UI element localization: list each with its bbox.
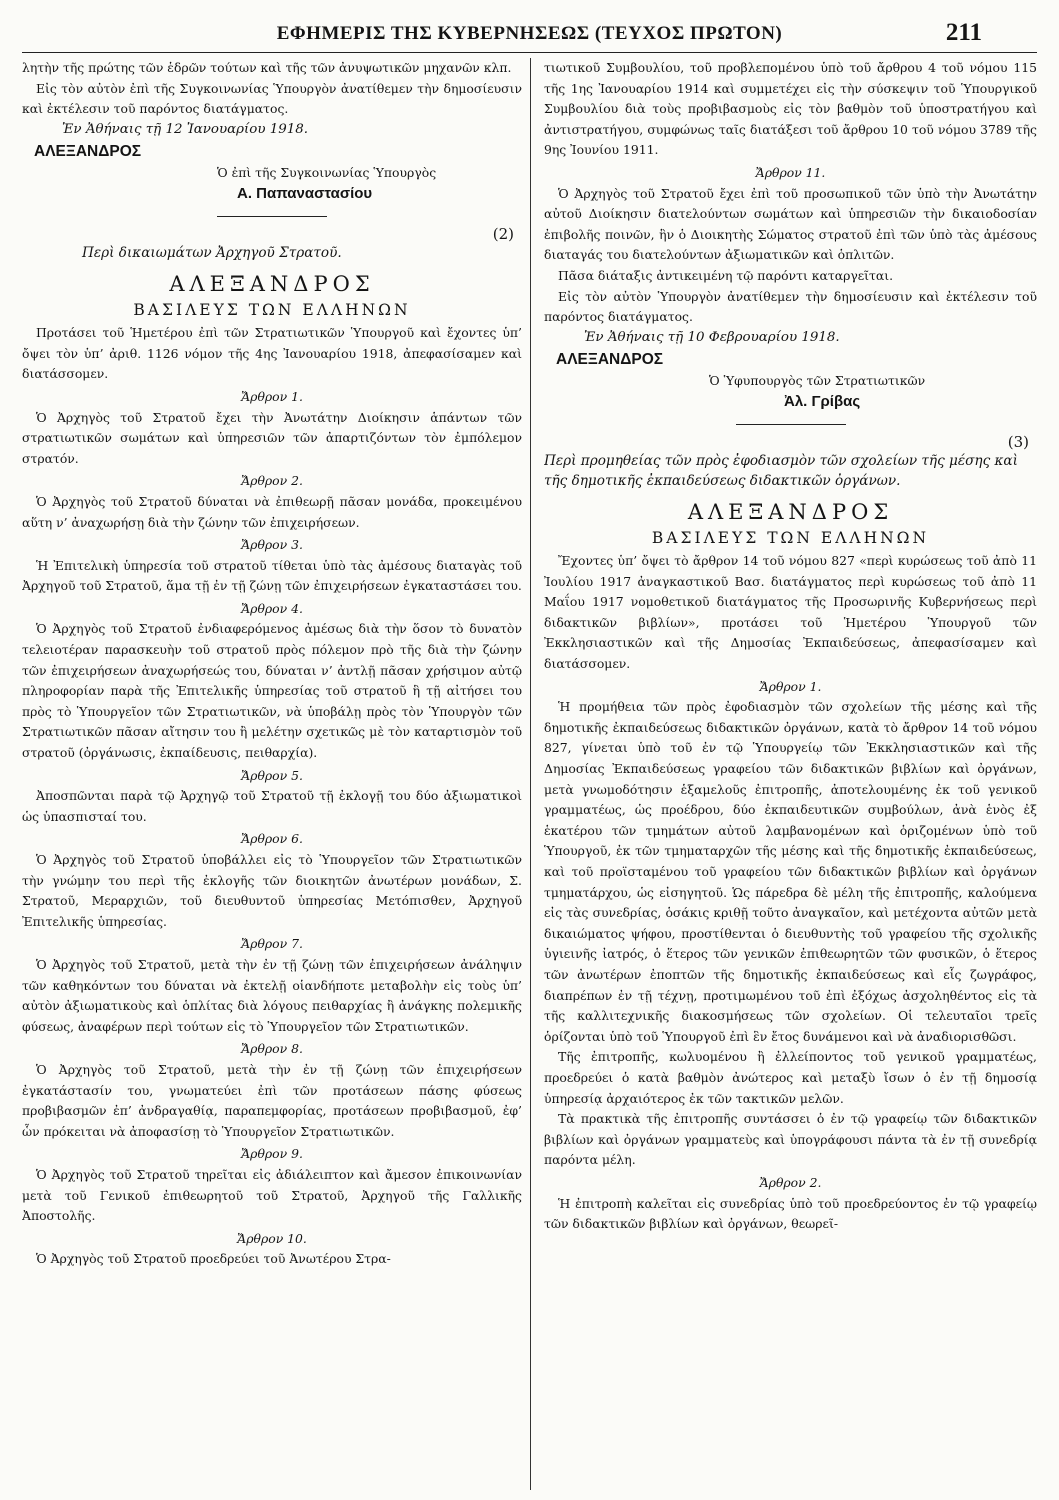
article-1-title: Ἄρθρον 1. bbox=[241, 388, 303, 404]
decree3-king-subtitle: ΒΑΣΙΛΕΥΣ ΤΩΝ ΕΛΛΗΝΩΝ bbox=[651, 529, 930, 548]
article-9-title: Ἄρθρον 9. bbox=[241, 1146, 303, 1162]
decree3-article-2-title: Ἄρθρον 2. bbox=[759, 1174, 822, 1190]
left-column bbox=[22, 58, 522, 1490]
gazette-title: ΕΦΗΜΕΡΙΣ ΤΗΣ ΚΥΒΕΡΝΗΣΕΩΣ (ΤΕΥΧΟΣ ΠΡΩΤΟΝ) bbox=[276, 23, 783, 44]
article-1-text: Ὁ Ἀρχηγὸς τοῦ Στρατοῦ ἔχει τὴν Ἀνωτάτην Διοίκησιν ἁπάντων τῶν στρατιωτικῶν σωμάτων καὶ ὑπηρεσιῶν τῶν ἀπαρτιζόντων τὸν ἐμπόλεμον στρατόν. bbox=[22, 409, 522, 466]
column-divider bbox=[530, 58, 531, 1490]
decree1-date: Ἐν Ἀθήναις τῇ 12 Ἰανουαρίου 1918. bbox=[62, 121, 309, 137]
article-7-title: Ἄρθρον 7. bbox=[241, 936, 303, 952]
article-4-title: Ἄρθρον 4. bbox=[241, 600, 303, 616]
king-signature: ΑΛΕΞΑΝΔΡΟΣ bbox=[34, 143, 142, 161]
section-divider bbox=[217, 216, 327, 217]
article-3-text: Ἡ Ἐπιτελικὴ ὑπηρεσία τοῦ στρατοῦ τίθεται ὑπὸ τὰς ἀμέσους διαταγὰς τοῦ Ἀρχηγοῦ τοῦ Στρατοῦ, ἅμα τῇ ἐν τῇ ζώνῃ τῶν ἐπιχειρήσεων ἐγκαταστάσει του. bbox=[22, 557, 522, 594]
repeal-clause: Πᾶσα διάταξις ἀντικειμένη τῷ παρόντι καταργεῖται. bbox=[558, 267, 894, 283]
decree2-king: ΑΛΕΞΑΝΔΡΟΣ bbox=[169, 272, 375, 297]
king-signature-2: ΑΛΕΞΑΝΔΡΟΣ bbox=[556, 351, 664, 369]
decree3-number: (3) bbox=[1007, 433, 1029, 452]
intro-exec-paragraph: Εἰς τὸν αὐτὸν ἐπὶ τῆς Συγκοινωνίας Ὑπουργὸν ἀνατίθεμεν τὴν δημοσίευσιν καὶ ἐκτέλεσιν τοῦ παρόντος διατάγματος. bbox=[22, 80, 522, 117]
article-7-text: Ὁ Ἀρχηγὸς τοῦ Στρατοῦ, μετὰ τὴν ἐν τῇ ζώνῃ τῶν ἐπιχειρήσεων ἀνάληψιν τῶν καθηκόντων του δύναται νὰ ἐκτελῇ οἱανδήποτε μεταβολὴν εἰς τοὺς ὑπ’ αὐτὸν ἀξιωματικοὺς καὶ ὁπλίτας διὰ λόγους πειθαρχίας ἢ ἀνάγκης πολεμικῆς φύσεως, ἀναφέρων περὶ τούτων εἰς τὸ Ὑπουργεῖον τῶν Στρατιωτικῶν. bbox=[22, 956, 522, 1034]
decree3-article-1-text: Ἡ προμήθεια τῶν πρὸς ἐφοδιασμὸν τῶν σχολείων τῆς μέσης καὶ τῆς δημοτικῆς ἐκπαιδεύσεως διδακτικῶν ὀργάνων, κατὰ τὸ ἄρθρον 14 τοῦ νόμου 827, γίνεται ὑπὸ τοῦ ἐν τῷ Ὑπουργείῳ τῶν Ἐκκλησιαστικῶν καὶ τῆς Δημοσίας Ἐκπαιδεύσεως γραφείου τῶν διδακτικῶν βιβλίων καὶ ὀργάνων, μετὰ γνωμοδότησιν ἑξαμελοῦς ἐπιτροπῆς, ἀποτελουμένης ἐκ τοῦ γενικοῦ γραμματέως, ὡς προέδρου, δύο ἐκπαιδευτικῶν συμβούλων, ἀνὰ ἑνὸς ἐξ ἑκατέρου τῶν τμημάτων αὐτοῦ λαμβανομένων καὶ ὁριζομένων ὑπὸ τοῦ Ὑπουργοῦ, ἐκ τῶν τμηματαρχῶν τῆς μέσης καὶ τῆς δημοτικῆς ἐκπαιδεύσεως, καὶ τοῦ προϊσταμένου τοῦ γραφείου τῶν διδακτικῶν βιβλίων καὶ ὀργάνων τμηματάρχου, ὡς εἰσηγητοῦ. Ὡς πάρεδρα δὲ μέλη τῆς ἐπιτροπῆς, καλούμενα εἰς τὰς συνεδρίας, ὁσάκις κριθῇ τοῦτο ἀναγκαῖον, καὶ μετέχοντα αὐτῶν μετὰ δικαιώματος ψήφου, προστίθενται ὁ διευθυντὴς τοῦ γραφείου τῆς σχολικῆς ὑγιεινῆς ἰατρός, ὁ ἕτερος τῶν γενικῶν ἐπιθεωρητῶν τῶν φυσικῶν, ὁ ἕτερος τῶν ἀνωτέρων ἐποπτῶν τῆς δημοτικῆς ἐκπαιδεύσεως καὶ εἷς ζωγράφος, διαπρέπων ἐν τῇ τέχνῃ, προτιμωμένου τοῦ ἐπὶ ἐξόχως ἀσχοληθέντος εἰς τὰ τῆς καλλιτεχνικῆς διακοσμήσεως τῶν σχολείων. Οἱ τελευταῖοι τρεῖς ὁρίζονται ὑπὸ τοῦ Ὑπουργοῦ ἐπὶ ἓν ἔτος δυνάμενοι καὶ νὰ ἀναδιορισθῶσι. bbox=[544, 699, 1037, 1044]
article-5-title: Ἄρθρον 5. bbox=[241, 767, 303, 783]
minister-role-2: Ὁ Ὑφυπουργὸς τῶν Στρατιωτικῶν bbox=[709, 372, 926, 388]
section-divider-2 bbox=[736, 424, 846, 425]
decree2-preamble: Προτάσει τοῦ Ἡμετέρου ἐπὶ τῶν Στρατιωτικῶν Ὑπουργοῦ καὶ ἔχοντες ὑπ’ ὄψει τὸν ὑπ’ ἀριθ. 1126 νόμον τῆς 4ης Ἰανουαρίου 1918, ἀπεφασίσαμεν καὶ διατάσσομεν. bbox=[22, 325, 522, 382]
decree2-date: Ἐν Ἀθήναις τῇ 10 Φεβρουαρίου 1918. bbox=[584, 329, 840, 345]
article-8-title: Ἄρθρον 8. bbox=[241, 1041, 303, 1057]
exec-clause: Εἰς τὸν αὐτὸν Ὑπουργὸν ἀνατίθεμεν τὴν δημοσίευσιν καὶ ἐκτέλεσιν τοῦ παρόντος διατάγματος. bbox=[544, 288, 1037, 325]
decree2-number: (2) bbox=[492, 225, 514, 244]
article-10-text: Ὁ Ἀρχηγὸς τοῦ Στρατοῦ προεδρεύει τοῦ Ἀνωτέρου Στρα- bbox=[36, 1251, 391, 1267]
article-9-text: Ὁ Ἀρχηγὸς τοῦ Στρατοῦ τηρεῖται εἰς ἀδιάλειπτον καὶ ἄμεσον ἐπικοινωνίαν μετὰ τοῦ Γενικοῦ ἐπιθεωρητοῦ τοῦ Στρατοῦ, Ἀρχηγοῦ τῆς Γαλλικῆς Ἀποστολῆς. bbox=[22, 1166, 522, 1224]
page-number: 211 bbox=[945, 19, 982, 46]
article-10-title: Ἄρθρον 10. bbox=[237, 1230, 307, 1246]
minister-role: Ὁ ἐπὶ τῆς Συγκοινωνίας Ὑπουργὸς bbox=[217, 164, 437, 180]
decree3-article-2-text: Ἡ ἐπιτροπὴ καλεῖται εἰς συνεδρίας ὑπὸ τοῦ προεδρεύοντος ἐν τῷ γραφείῳ τῶν διδακτικῶν βιβλίων καὶ ὀργάνων, θεωρεῖ- bbox=[544, 1195, 1037, 1232]
article-11-text: Ὁ Ἀρχηγὸς τοῦ Στρατοῦ ἔχει ἐπὶ τοῦ προσωπικοῦ τῶν ὑπὸ τὴν Ἀνωτάτην αὐτοῦ Διοίκησιν διατελούντων σωμάτων καὶ ὑπηρεσιῶν τὴν δικαιοδοσίαν ἐπιβολῆς ποινῶν, ἣν ὁ Διοικητὴς Σώματος στρατοῦ ἐπὶ τῶν ὑπὸ τὰς ἀμέσους διαταγάς του διατελούντων ἀξιωματικῶν καὶ ὁπλιτῶν. bbox=[544, 185, 1037, 263]
article-6-title: Ἄρθρον 6. bbox=[241, 831, 303, 847]
decree3-article-1-title: Ἄρθρον 1. bbox=[759, 678, 822, 694]
right-column bbox=[544, 58, 1037, 1490]
intro-paragraph: λητὴν τῆς πρώτης τῶν ἑδρῶν τούτων καὶ τῆς τῶν ἀνυψωτικῶν μηχανῶν κλπ. bbox=[22, 60, 512, 75]
decree2-king-subtitle: ΒΑΣΙΛΕΥΣ ΤΩΝ ΕΛΛΗΝΩΝ bbox=[133, 301, 411, 320]
article-6-text: Ὁ Ἀρχηγὸς τοῦ Στρατοῦ ὑποβάλλει εἰς τὸ Ὑπουργεῖον τῶν Στρατιωτικῶν τὴν γνώμην του περὶ τῆς ἐκλογῆς τῶν διοικητῶν ἀνωτέρων μονάδων, Σ. Στρατοῦ, Μεραρχιῶν, τοῦ διευθυντοῦ ὑπηρεσίας Μετόπισθεν, Ἀρχηγοῦ Ἐπιτελικῆς ὑπηρεσίας. bbox=[22, 852, 522, 929]
article-8-text: Ὁ Ἀρχηγὸς τοῦ Στρατοῦ, μετὰ τὴν ἐν τῇ ζώνῃ τῶν ἐπιχειρήσεων ἐγκατάστασίν του, γνωματεύει ἐπὶ τῶν προτάσεων πάσης φύσεως προβιβασμῶν ἐπ’ ἀνδραγαθίᾳ, παραπεμφορίας, προτάσεων προβιβασμοῦ, ἐφ’ ὧν πρόκειται νὰ ἀποφασίσῃ τὸ Ὑπουργεῖον Στρατιωτικῶν. bbox=[22, 1061, 522, 1139]
decree2-title: Περὶ δικαιωμάτων Ἀρχηγοῦ Στρατοῦ. bbox=[82, 245, 342, 262]
decree3-preamble: Ἔχοντες ὑπ’ ὄψει τὸ ἄρθρον 14 τοῦ νόμου 827 «περὶ κυρώσεως τοῦ ἀπὸ 11 Ἰουλίου 1917 ἀναγκαστικοῦ Βασ. διατάγματος περὶ κυρώσεως τοῦ ἀπὸ 11 Μαΐου 1917 νομοθετικοῦ διατάγματος τῆς Προσωρινῆς Κυβερνήσεως περὶ διδακτικῶν βιβλίων», προτάσει τοῦ Ἡμετέρου Ὑπουργοῦ τῶν Ἐκκλησιαστικῶν καὶ τῆς Δημοσίας Ἐκπαιδεύσεως, ἀπεφασίσαμεν καὶ διατάσσομεν. bbox=[544, 553, 1037, 672]
minister-name-2: Ἀλ. Γρίβας bbox=[784, 392, 861, 410]
article-2-text: Ὁ Ἀρχηγὸς τοῦ Στρατοῦ δύναται νὰ ἐπιθεωρῇ πᾶσαν μονάδα, προκειμένου αὕτη ν’ ἀναχωρήσῃ διὰ τὴν ζώνην τῶν ἐπιχειρήσεων. bbox=[22, 493, 522, 530]
columns bbox=[22, 58, 1037, 1490]
decree3-article-1-para2: Τῆς ἐπιτροπῆς, κωλυομένου ἢ ἐλλείποντος τοῦ γενικοῦ γραμματέως, προεδρεύει ὁ κατὰ βαθμὸν ἀνώτερος καὶ μεταξὺ ἴσων ὁ ἐν τῇ δημοσίᾳ ὑπηρεσίᾳ ἀρχαιότερος ἐκ τῶν τακτικῶν μελῶν. bbox=[544, 1049, 1037, 1106]
decree3-title: Περὶ προμηθείας τῶν πρὸς ἐφοδιασμὸν τῶν σχολείων τῆς μέσης καὶ τῆς δημοτικῆς ἐκπαιδεύσεως διδακτικῶν ὀργάνων. bbox=[544, 453, 1018, 490]
minister-name: Α. Παπαναστασίου bbox=[237, 184, 373, 202]
page-header bbox=[22, 14, 1037, 53]
article-11-title: Ἄρθρον 11. bbox=[755, 164, 826, 180]
article-4-text: Ὁ Ἀρχηγὸς τοῦ Στρατοῦ ἐνδιαφερόμενος ἀμέσως διὰ τὴν ὅσον τὸ δυνατὸν τελειοτέραν παρασκευὴν τοῦ στρατοῦ πρὸς πόλεμον πρὸ τῆς διὰ τὴν ζώνην τῶν ἐπιχειρήσεων ἀναχωρήσεώς του, δύναται ν’ ἀντλῇ πᾶσαν χρήσιμον αὐτῷ πληροφορίαν παρὰ τῆς Ἐπιτελικῆς ὑπηρεσίας τοῦ στρατοῦ ἣ τῇ αἰτήσει του πρὸς τὸ Ὑπουργεῖον τῶν Στρατιωτικῶν, νὰ ὑποβάλῃ πρὸς τὸν Ὑπουργὸν τῶν Στρατιωτικῶν πᾶσαν αἴτησιν του ἢ μελέτην σχετικῶς μὲ τὸν καταρτισμὸν τοῦ στρατοῦ (ὀργάνωσις, ἐκπαίδευσις, πειθαρχία). bbox=[22, 621, 522, 761]
article-3-title: Ἄρθρον 3. bbox=[241, 537, 303, 553]
article-2-title: Ἄρθρον 2. bbox=[241, 473, 303, 489]
article-10-continuation: τιωτικοῦ Συμβουλίου, τοῦ προβλεπομένου ὑπὸ τοῦ ἄρθρου 4 τοῦ νόμου 115 τῆς 1ης Ἰανουαρίου 1914 καὶ συμμετέχει εἰς τὴν σύσκεψιν τοῦ Ὑπουργικοῦ Συμβουλίου διὰ τοὺς προβιβασμοὺς εἰς τὸν βαθμὸν τοῦ ὑποστρατήγου καὶ ἀντιστρατήγου, συμφώνως ταῖς διατάξεσι τοῦ ἄρθρου 10 τοῦ νόμου 3789 τῆς 9ης Ἰουνίου 1911. bbox=[544, 60, 1037, 158]
article-5-text: Ἀποσπῶνται παρὰ τῷ Ἀρχηγῷ τοῦ Στρατοῦ τῇ ἐκλογῇ του δύο ἀξιωματικοὶ ὡς ὑπασπισταί του. bbox=[22, 788, 522, 824]
decree3-article-1-para3: Τὰ πρακτικὰ τῆς ἐπιτροπῆς συντάσσει ὁ ἐν τῷ γραφείῳ τῶν διδακτικῶν βιβλίων καὶ ὀργάνων γραμματεὺς καὶ ὑπογράφουσι πάντα τὰ ἐν τῇ συνεδρίᾳ παρόντα μέλη. bbox=[544, 1111, 1037, 1168]
decree3-king: ΑΛΕΞΑΝΔΡΟΣ bbox=[687, 500, 894, 525]
